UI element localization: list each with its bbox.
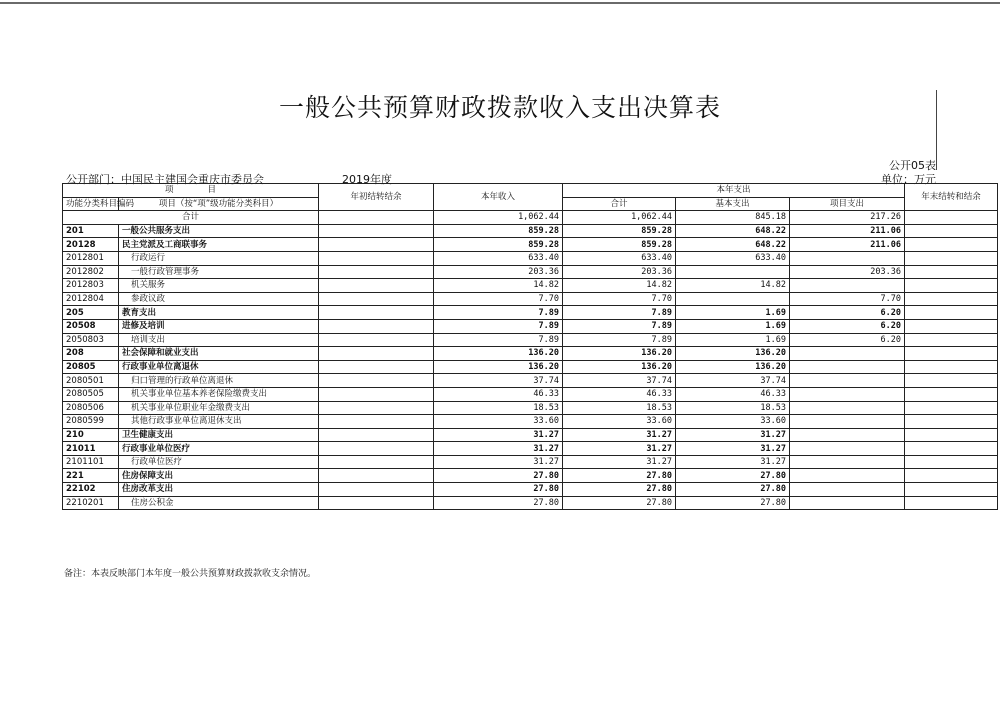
row-basic [676,265,790,279]
row-begin-balance [319,224,434,238]
row-basic [676,292,790,306]
row-name: 机关服务 [119,279,319,293]
row-basic: 1.69 [676,319,790,333]
row-expense-total: 27.80 [563,496,676,510]
row-income: 7.89 [434,319,563,333]
row-expense-total: 7.89 [563,333,676,347]
header-expense-total: 合计 [563,197,676,211]
table-row [63,319,998,333]
row-expense-total: 203.36 [563,265,676,279]
table-row [63,455,998,469]
row-code: 2012802 [63,265,119,279]
table-row [63,347,998,361]
row-name: 行政事业单位医疗 [119,442,319,456]
table-row [63,387,998,401]
row-name: 住房改革支出 [119,483,319,497]
row-begin-balance [319,469,434,483]
total-row [63,211,998,225]
row-name: 归口管理的行政单位离退休 [119,374,319,388]
table-row [63,401,998,415]
row-code: 201 [63,224,119,238]
row-code: 2012801 [63,251,119,265]
table-row [63,333,998,347]
header-code: 功能分类科目编码 [63,197,119,211]
row-end-balance [905,333,998,347]
row-project [790,483,905,497]
row-begin-balance [319,251,434,265]
row-basic: 18.53 [676,401,790,415]
row-expense-total: 31.27 [563,442,676,456]
row-income: 27.80 [434,496,563,510]
row-expense-total: 31.27 [563,455,676,469]
row-project: 6.20 [790,333,905,347]
table-row [63,415,998,429]
row-income: 31.27 [434,442,563,456]
row-basic: 31.27 [676,455,790,469]
row-begin-balance [319,333,434,347]
row-basic: 1.69 [676,333,790,347]
header-name: 项目（按“项”级功能分类科目） [119,197,319,211]
row-basic: 648.22 [676,238,790,252]
row-end-balance [905,265,998,279]
row-end-balance [905,401,998,415]
row-code: 20508 [63,319,119,333]
table-row [63,292,998,306]
table-row [63,306,998,320]
row-project [790,374,905,388]
row-end-balance [905,428,998,442]
row-basic: 46.33 [676,387,790,401]
row-project [790,455,905,469]
row-end-balance [905,496,998,510]
unit-label: 单位：万元 [881,173,936,186]
total-basic: 845.18 [676,211,790,225]
row-end-balance [905,374,998,388]
row-expense-total: 14.82 [563,279,676,293]
row-name: 民主党派及工商联事务 [119,238,319,252]
total-begin-balance [319,211,434,225]
row-income: 633.40 [434,251,563,265]
row-expense-total: 37.74 [563,374,676,388]
row-project: 6.20 [790,319,905,333]
row-project [790,279,905,293]
row-expense-total: 46.33 [563,387,676,401]
row-project [790,251,905,265]
row-expense-total: 27.80 [563,469,676,483]
total-expense-total: 1,062.44 [563,211,676,225]
total-income: 1,062.44 [434,211,563,225]
row-code: 21011 [63,442,119,456]
header-expense-group: 本年支出 [563,184,905,198]
row-income: 859.28 [434,238,563,252]
row-end-balance [905,238,998,252]
row-begin-balance [319,442,434,456]
row-name: 机关事业单位职业年金缴费支出 [119,401,319,415]
row-code: 2080505 [63,387,119,401]
header-project: 项目支出 [790,197,905,211]
row-begin-balance [319,238,434,252]
row-end-balance [905,360,998,374]
row-begin-balance [319,415,434,429]
header-project-group: 项 目 [63,184,319,198]
row-name: 机关事业单位基本养老保险缴费支出 [119,387,319,401]
row-income: 7.89 [434,306,563,320]
row-expense-total: 7.70 [563,292,676,306]
row-project [790,347,905,361]
row-project [790,442,905,456]
row-project [790,428,905,442]
row-income: 136.20 [434,347,563,361]
row-expense-total: 136.20 [563,347,676,361]
row-project [790,496,905,510]
row-name: 培训支出 [119,333,319,347]
header-end-balance: 年末结转和结余 [905,184,998,211]
row-begin-balance [319,292,434,306]
row-expense-total: 18.53 [563,401,676,415]
row-code: 2012803 [63,279,119,293]
row-income: 7.89 [434,333,563,347]
row-income: 27.80 [434,483,563,497]
row-name: 住房公积金 [119,496,319,510]
row-income: 859.28 [434,224,563,238]
row-basic: 33.60 [676,415,790,429]
table-row [63,224,998,238]
row-name: 进修及培训 [119,319,319,333]
total-label: 合计 [63,211,319,225]
row-code: 22102 [63,483,119,497]
form-code: 公开05表 [889,159,936,172]
row-name: 社会保障和就业支出 [119,347,319,361]
row-basic: 31.27 [676,442,790,456]
table-row [63,265,998,279]
row-basic: 648.22 [676,224,790,238]
row-end-balance [905,442,998,456]
row-code: 2050803 [63,333,119,347]
table-row [63,469,998,483]
table-row [63,251,998,265]
table-row [63,496,998,510]
row-income: 18.53 [434,401,563,415]
row-code: 208 [63,347,119,361]
row-code: 210 [63,428,119,442]
row-end-balance [905,455,998,469]
budget-table [62,183,998,510]
row-basic: 37.74 [676,374,790,388]
row-name: 一般公共服务支出 [119,224,319,238]
row-expense-total: 136.20 [563,360,676,374]
department-label: 公开部门：中国民主建国会重庆市委员会 [66,173,264,186]
row-income: 136.20 [434,360,563,374]
row-name: 其他行政事业单位离退休支出 [119,415,319,429]
row-end-balance [905,483,998,497]
row-expense-total: 7.89 [563,306,676,320]
row-begin-balance [319,401,434,415]
row-begin-balance [319,496,434,510]
row-basic: 27.80 [676,496,790,510]
footnote: 备注：本表反映部门本年度一般公共预算财政拨款收支余情况。 [64,569,317,579]
row-expense-total: 31.27 [563,428,676,442]
row-begin-balance [319,455,434,469]
row-project [790,469,905,483]
row-project: 6.20 [790,306,905,320]
row-expense-total: 7.89 [563,319,676,333]
row-end-balance [905,251,998,265]
row-basic: 27.80 [676,469,790,483]
row-code: 2080506 [63,401,119,415]
row-project: 211.06 [790,238,905,252]
row-begin-balance [319,360,434,374]
header-income: 本年收入 [434,184,563,211]
row-income: 7.70 [434,292,563,306]
table-row [63,374,998,388]
row-basic: 1.69 [676,306,790,320]
row-income: 14.82 [434,279,563,293]
table-row [63,428,998,442]
total-project: 217.26 [790,211,905,225]
row-project [790,415,905,429]
row-begin-balance [319,319,434,333]
row-end-balance [905,306,998,320]
row-basic: 633.40 [676,251,790,265]
row-project: 203.36 [790,265,905,279]
row-income: 46.33 [434,387,563,401]
row-name: 住房保障支出 [119,469,319,483]
row-income: 31.27 [434,428,563,442]
row-end-balance [905,319,998,333]
row-project [790,401,905,415]
row-income: 203.36 [434,265,563,279]
row-end-balance [905,224,998,238]
header-begin-balance: 年初结转结余 [319,184,434,211]
row-name: 一般行政管理事务 [119,265,319,279]
row-begin-balance [319,265,434,279]
row-end-balance [905,469,998,483]
row-begin-balance [319,374,434,388]
row-expense-total: 859.28 [563,224,676,238]
table-row [63,483,998,497]
table-row [63,360,998,374]
row-end-balance [905,387,998,401]
row-income: 37.74 [434,374,563,388]
row-end-balance [905,279,998,293]
row-expense-total: 33.60 [563,415,676,429]
row-expense-total: 633.40 [563,251,676,265]
row-expense-total: 27.80 [563,483,676,497]
row-project [790,387,905,401]
total-end-balance [905,211,998,225]
row-project: 7.70 [790,292,905,306]
row-end-balance [905,292,998,306]
row-begin-balance [319,306,434,320]
table-row [63,442,998,456]
row-income: 33.60 [434,415,563,429]
row-basic: 14.82 [676,279,790,293]
row-name: 行政单位医疗 [119,455,319,469]
row-project [790,360,905,374]
budget-table-body [63,211,998,510]
row-basic: 31.27 [676,428,790,442]
table-row [63,238,998,252]
row-basic: 136.20 [676,360,790,374]
row-code: 20128 [63,238,119,252]
table-row [63,279,998,293]
row-name: 卫生健康支出 [119,428,319,442]
row-begin-balance [319,428,434,442]
row-name: 教育支出 [119,306,319,320]
row-basic: 27.80 [676,483,790,497]
page-title: 一般公共预算财政拨款收入支出决算表 [278,93,721,122]
row-begin-balance [319,387,434,401]
row-begin-balance [319,347,434,361]
row-income: 31.27 [434,455,563,469]
top-border-line [0,2,1000,4]
row-begin-balance [319,279,434,293]
row-end-balance [905,415,998,429]
row-name: 参政议政 [119,292,319,306]
row-code: 2012804 [63,292,119,306]
row-code: 2080501 [63,374,119,388]
fiscal-year: 2019年度 [342,173,392,186]
header-basic: 基本支出 [676,197,790,211]
row-name: 行政运行 [119,251,319,265]
row-begin-balance [319,483,434,497]
row-end-balance [905,347,998,361]
row-code: 2101101 [63,455,119,469]
row-code: 2080599 [63,415,119,429]
row-expense-total: 859.28 [563,238,676,252]
row-code: 221 [63,469,119,483]
row-code: 205 [63,306,119,320]
row-code: 20805 [63,360,119,374]
row-name: 行政事业单位离退休 [119,360,319,374]
row-income: 27.80 [434,469,563,483]
row-project: 211.06 [790,224,905,238]
row-basic: 136.20 [676,347,790,361]
row-code: 2210201 [63,496,119,510]
